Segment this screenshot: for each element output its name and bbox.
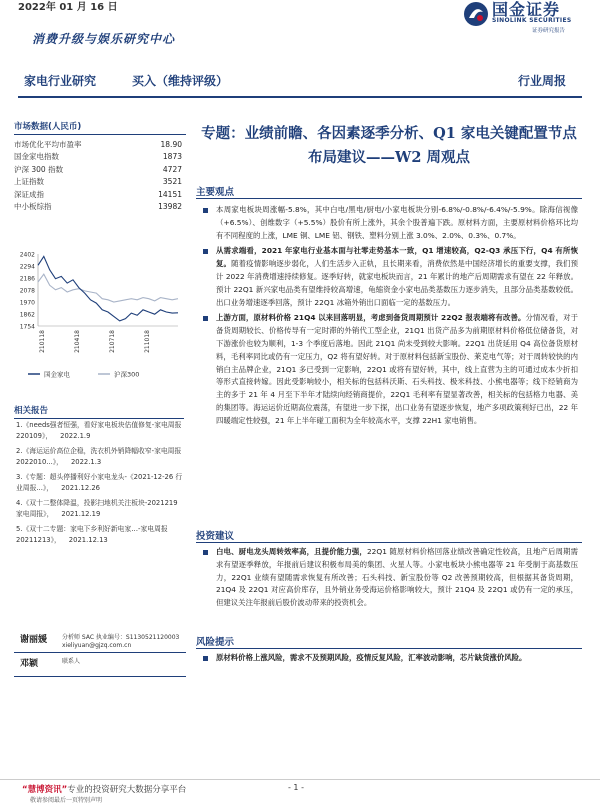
bullet-item <box>196 546 578 610</box>
related-report-date: 2021.12.13 <box>68 536 108 544</box>
analyst-row <box>14 656 186 680</box>
main-points-list <box>196 204 578 431</box>
logo-sub: 证券研究报告 <box>532 28 566 34</box>
related-report-date: 2021.12.19 <box>61 510 101 518</box>
market-label: 沪深 300 指数 <box>14 164 64 174</box>
related-report-text: 1.《needs强者恒强，看好家电板块估值修复-家电周报 220109》， <box>16 421 182 440</box>
legend-label: 沪深300 <box>114 370 140 379</box>
bullet-text: 22Q1 随原材料价格回落业绩改善确定性较高，且地产后周期需求有望逐季释放，年报前后建议积极布局美的集团、火星人等。小家电板块小熊电器等 21 年受制于高基数压力，22Q1 业绩有望随需求恢复有所改善；石头科技、新宝股份等 Q2 改善预期较高，但根据其备货周期，21Q4 及 22Q1 对应高价库存，且外销业务受海运价格影响较大，预计 21Q4 及 22Q1 或仍有一定的承压，但建议关注年报前后股价波动带来的投资机会。 <box>216 547 578 608</box>
market-label: 市场优化平均市盈率 <box>14 139 82 149</box>
related-report-item[interactable] <box>16 446 184 468</box>
market-label: 上证指数 <box>14 177 44 187</box>
related-report-text: 5.《双十二专题：家电下乡利好新电家…-家电周报 20211213》， <box>16 525 168 544</box>
market-data <box>14 120 186 213</box>
y-tick-label: 1754 <box>19 323 35 331</box>
related-report-date: 2021.12.26 <box>61 484 100 492</box>
market-row <box>14 201 186 214</box>
analyst-email[interactable]: xieliyuan@gjzq.com.cn <box>62 642 132 649</box>
market-label: 国金家电指数 <box>14 152 59 162</box>
related-report-item[interactable] <box>16 420 184 442</box>
bullet-bold-text: 白电、厨电龙头周转效率高，且提价能力强， <box>216 547 367 556</box>
related-report-date: 2022.1.3 <box>70 458 102 466</box>
footer-divider <box>0 779 600 780</box>
bullet-item <box>196 245 578 309</box>
market-row <box>14 151 186 164</box>
market-row <box>14 163 186 176</box>
y-tick-label: 1970 <box>19 299 35 307</box>
logo <box>452 0 592 40</box>
rating-label: 买入（维持评级） <box>132 74 229 88</box>
bullet-item <box>196 652 578 665</box>
index-chart-svg <box>14 248 184 384</box>
market-row <box>14 138 186 151</box>
footer-slogan: 专业的投资研究大数据分享平台 <box>67 785 187 795</box>
analyst-role: 分析师 SAC 执业编号：S1130521120003 <box>62 634 180 641</box>
y-tick-label: 2078 <box>19 287 35 295</box>
logo-cn: 国金证券 <box>492 0 561 19</box>
analyst-name: 邓颖 <box>20 659 39 669</box>
report-date: 2022年 01 月 16 日 <box>18 2 118 13</box>
market-value: 1873 <box>162 152 182 162</box>
bullet-text: 随着疫情影响逐步弱化，人们生活步入正轨，且长期来看，消费依然是中国经济增长的重要支撑，我们预计 2022 年消费增速持续修复。逐季好转，就家电板块而言，21 年累计的地产后周期需求有望在 22 年释放。预计 22Q1 新兴家电品类有望维持较高增速，龟缩资金小家电品类基数压力逐步消失，且部分品类基数较低。出口业务增速逐季回落，预计 22Q1 冰箱外销出口面临一定的基数压力。 <box>216 259 578 307</box>
invest-divider <box>196 542 582 543</box>
related-report-text: 2.《海运运价高位企稳，洗衣机外销降幅收窄-家电周报 2022010...》， <box>16 447 182 466</box>
bullet-item <box>196 312 578 427</box>
bullet-text: 本周家电板块周涨幅-5.8%，其中白电/黑电/厨电/小家电板块分别-6.8%/-0.8%/-6.4%/-5.9%。除海信视像（+6.5%）、创维数字（+5.5%）股价有所上涨外，其余个股普遍下跌。原材料方面，主要原材料价格环比均有不同程度的上涨，LME 铜、LME 铝、钢铁、塑料分别上涨 3.0%、2.0%、0.3%、0.7%。 <box>216 205 578 240</box>
logo-mark-icon <box>462 0 490 28</box>
related-report-item[interactable] <box>16 524 184 546</box>
page-number: - 1 - <box>288 783 304 792</box>
bullet-bold-text: 原材料价格上涨风险，需求不及预期风险，疫情反复风险，汇率波动影响，芯片缺货涨价风险。 <box>216 653 527 662</box>
market-label: 深证成指 <box>14 189 44 199</box>
main-points-divider <box>196 198 582 199</box>
analyst-divider <box>14 676 186 677</box>
bullet-bold-text: 从需求端看，2021 年家电行业基本面与社零走势基本一致，Q1 增速较高，Q2-Q3 承压下行，Q4 有所恢复。 <box>216 246 578 269</box>
bullet-item <box>196 204 578 242</box>
header-divider <box>18 96 582 98</box>
related-reports <box>16 420 184 550</box>
header-row <box>18 72 582 94</box>
analyst-block <box>14 632 186 680</box>
analyst-name: 谢丽媛 <box>20 635 48 645</box>
report-type: 行业周报 <box>517 74 566 88</box>
related-reports-title: 相关报告 <box>14 404 184 419</box>
industry-label: 家电行业研究 <box>24 74 97 88</box>
analyst-row <box>14 632 186 656</box>
risk-list <box>196 652 578 668</box>
market-data-title: 市场数据(人民币) <box>14 120 186 135</box>
market-value: 3521 <box>162 177 182 187</box>
x-tick-label: 210418 <box>74 330 81 353</box>
analyst-divider <box>14 652 186 653</box>
related-report-date: 2022.1.9 <box>60 432 91 440</box>
y-tick-label: 2294 <box>19 263 35 271</box>
risk-divider <box>196 648 582 649</box>
x-tick-label: 210718 <box>109 330 116 353</box>
y-tick-label: 1862 <box>19 311 35 319</box>
y-tick-label: 2402 <box>19 251 35 259</box>
related-report-text: 3.《专题：超头停播利好小家电龙头-《2021-12-26 行业周报...》， <box>16 473 183 492</box>
related-report-text: 4.《双十二整体降温，投影扫地机关注板块-2021219 家电周报》， <box>16 499 178 518</box>
market-label: 中小板综指 <box>14 202 52 212</box>
market-value: 4727 <box>162 164 182 174</box>
risk-title: 风险提示 <box>196 637 235 648</box>
market-row <box>14 176 186 189</box>
logo-en: SINOLINK SECURITIES <box>492 17 572 24</box>
series-line-沪深300 <box>38 274 178 302</box>
market-row <box>14 188 186 201</box>
invest-title: 投资建议 <box>196 531 235 542</box>
footer-text <box>22 783 186 795</box>
bullet-text: 分情况看，对于备货周期较长、价格传导有一定时滞的外销代工型企业，21Q1 出货产品多为前期原材料价格低位储备货，对下游涨价也较为顺利，1-3 个季度后落地。因此 21Q1 尚未受到较大影响。22Q1 出货延用 Q4 高位备货原材料，毛利率同比或仍有一定压力，Q2 将有望好转。对于原材料包括新宝股份、莱克电气等；对于周转较快的内销白主品牌企业，21Q1 多已受到一定影响，22Q1 或将有望好转，其中，线上直营为主的可通过成本少折扣等形式直接转嫁。因此受影响较小，相关标的包括科沃斯、石头科技、极米科技、小熊电器等；线下经销商为主的多于 21 年 4 月至下半年才陆续向经销商提价，22Q1 毛利率有望显著改善，相关标的包括格力电器、美的集团等。海运运价近期高位震荡，有望进一步下探，出口业务有望逐步恢复，地产多项政策利好已出，22 年四暖端定性较强，21 年上半年碰工面积为全年较高水平，支撑 22H1 家电销售。 <box>216 313 578 425</box>
footer-disclaimer: 敬请参阅最后一页特别声明 <box>30 797 103 804</box>
footer-brand[interactable]: “慧博资讯” <box>22 785 68 795</box>
related-report-item[interactable] <box>16 472 184 494</box>
analyst-role: 联系人 <box>62 658 81 665</box>
legend-label: 国金家电 <box>44 370 70 379</box>
index-chart <box>14 248 184 384</box>
market-value: 14151 <box>158 189 182 199</box>
report-title: 专题：业绩前瞻、各因素逐季分析、Q1 家电关键配置节点布局建议——W2 周观点 <box>201 125 577 166</box>
market-value: 18.90 <box>160 139 182 149</box>
market-value: 13982 <box>158 202 182 212</box>
invest-list <box>196 546 578 613</box>
main-points-title: 主要观点 <box>196 187 235 198</box>
bullet-bold-text: 上游方面，原材料价格 21Q4 以来回落明显，考虑到备货周期预计 22Q2 报表端将有改善。 <box>216 313 526 323</box>
x-tick-label: 211018 <box>144 330 151 353</box>
y-tick-label: 2186 <box>19 275 35 283</box>
x-tick-label: 210118 <box>39 330 46 353</box>
research-center: 消费升级与娱乐研究中心 <box>32 32 176 46</box>
related-report-item[interactable] <box>16 498 184 520</box>
